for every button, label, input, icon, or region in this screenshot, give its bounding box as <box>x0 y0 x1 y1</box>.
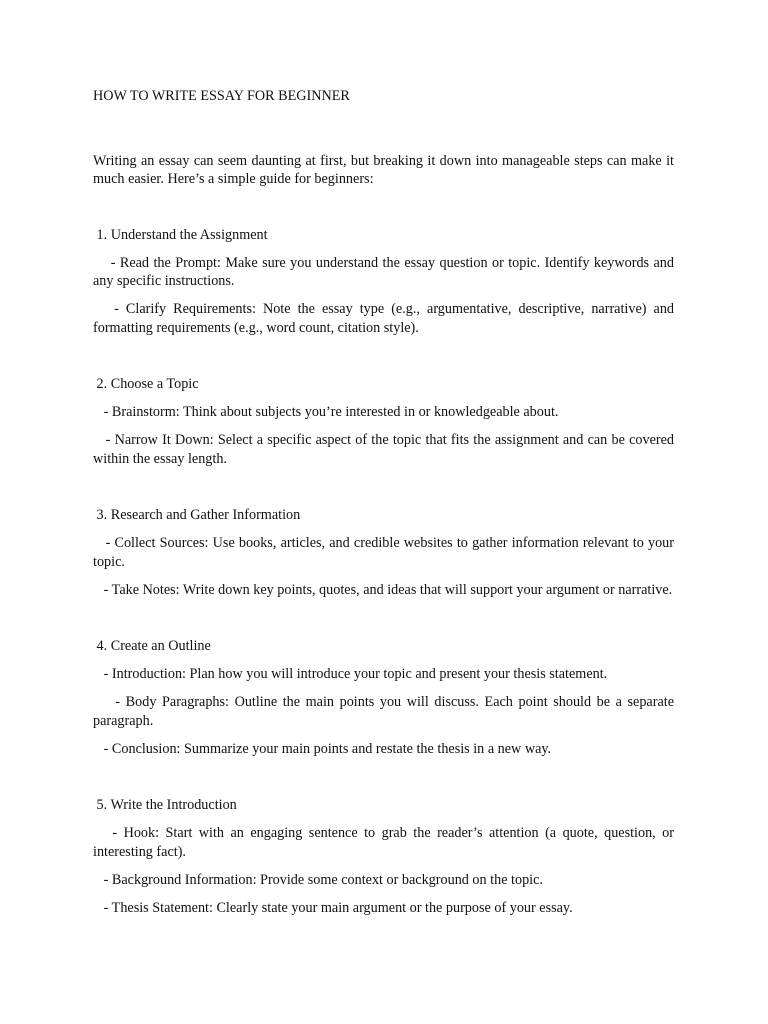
list-item: - Narrow It Down: Select a specific aspect of the topic that fits the assignment and can be covered within the essay length. <box>93 432 678 467</box>
list-item: - Brainstorm: Think about subjects you’re interested in or knowledgeable about. <box>93 404 559 420</box>
list-item: - Body Paragraphs: Outline the main points you will discuss. Each point should be a separate paragraph. <box>93 694 678 729</box>
list-item: - Introduction: Plan how you will introduce your topic and present your thesis statement. <box>93 666 608 682</box>
section-understand-assignment <box>93 226 678 338</box>
list-item: - Conclusion: Summarize your main points and restate the thesis in a new way. <box>93 740 552 757</box>
list-item: - Thesis Statement: Clearly state your main argument or the purpose of your essay. <box>93 899 573 916</box>
section-heading: 5. Write the Introduction <box>93 797 237 813</box>
list-item: - Read the Prompt: Make sure you understand the essay question or topic. Identify keywords and any specific instructions. <box>93 254 678 289</box>
section-research <box>93 506 678 599</box>
section-heading: 1. Understand the Assignment <box>93 226 268 243</box>
list-item: - Take Notes: Write down key points, quotes, and ideas that will support your argument or narrative. <box>93 581 673 598</box>
document-title: HOW TO WRITE ESSAY FOR BEGINNER <box>93 88 350 104</box>
section-write-introduction <box>93 796 678 917</box>
section-heading: 2. Choose a Topic <box>93 376 199 392</box>
document-body <box>93 87 678 917</box>
list-item: - Clarify Requirements: Note the essay type (e.g., argumentative, descriptive, narrative) and formatting requirements (e.g., word count, citation style). <box>93 301 678 336</box>
section-choose-topic <box>93 375 678 468</box>
list-item: - Collect Sources: Use books, articles, and credible websites to gather information relevant to your topic. <box>93 535 678 570</box>
intro-paragraph: Writing an essay can seem daunting at first, but breaking it down into manageable steps can make it much easier. Here’s a simple guide for beginners: <box>93 152 674 187</box>
section-heading: 3. Research and Gather Information <box>93 507 301 523</box>
section-create-outline <box>93 637 678 758</box>
list-item: - Background Information: Provide some context or background on the topic. <box>93 871 543 888</box>
section-heading: 4. Create an Outline <box>93 638 211 654</box>
list-item: - Hook: Start with an engaging sentence to grab the reader’s attention (a quote, question, or interesting fact). <box>93 825 678 860</box>
